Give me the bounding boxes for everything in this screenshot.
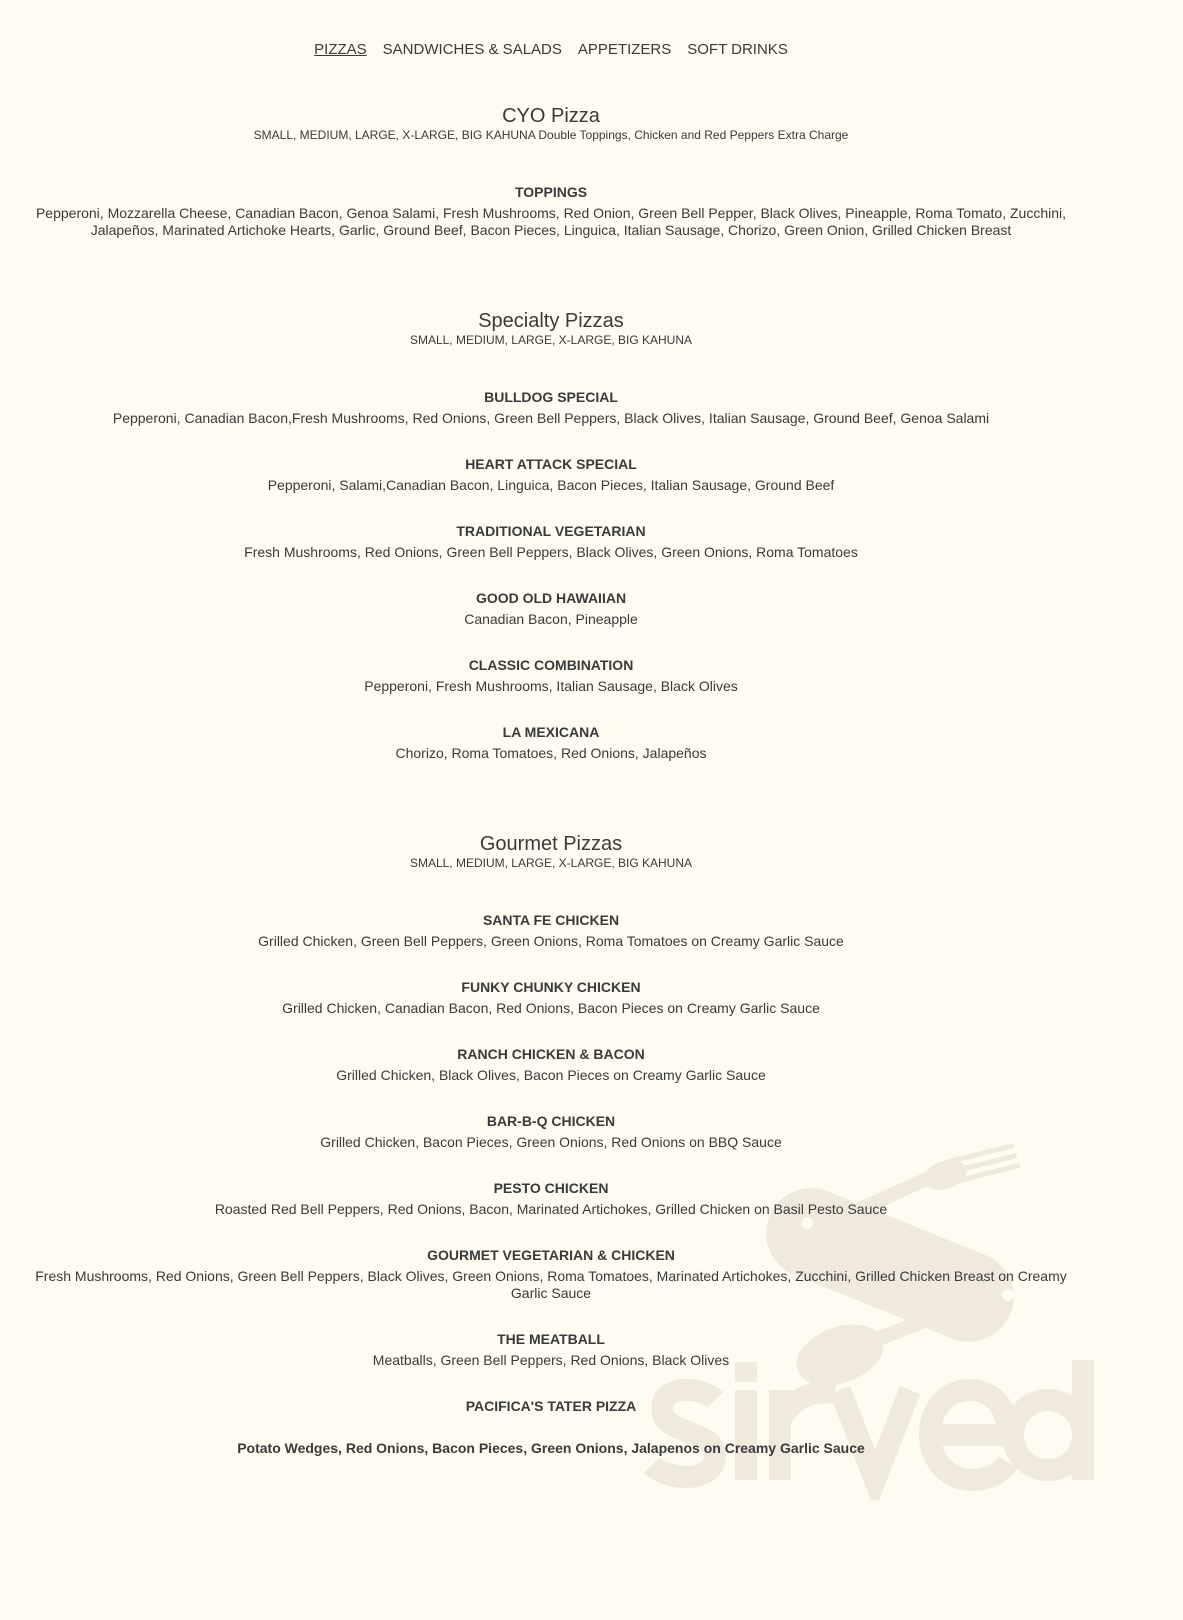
menu-section-cyo-pizza: [26, 104, 1076, 239]
menu-item-name: HEART ATTACK SPECIAL: [465, 456, 637, 472]
menu-item-description: Grilled Chicken, Green Bell Peppers, Green Onions, Roma Tomatoes on Creamy Garlic Sauce: [258, 933, 844, 949]
nav-tab-sandwiches-salads[interactable]: SANDWICHES & SALADS: [382, 41, 562, 58]
menu-item-name: SANTA FE CHICKEN: [482, 912, 620, 928]
menu-item: [26, 521, 1076, 561]
menu-item: [26, 977, 1076, 1017]
menu-item: [26, 182, 1076, 239]
menu-item-name: BAR-B-Q CHICKEN: [486, 1113, 616, 1129]
category-nav: [26, 40, 1076, 60]
menu-item-name: THE MEATBALL: [497, 1331, 605, 1347]
menu-item-description: Pepperoni, Fresh Mushrooms, Italian Sausage, Black Olives: [364, 678, 738, 694]
section-subtitle: SMALL, MEDIUM, LARGE, X-LARGE, BIG KAHUNA: [409, 856, 693, 870]
menu-section-gourmet-pizzas: [26, 832, 1076, 1457]
menu-item-description: Grilled Chicken, Bacon Pieces, Green Onions, Red Onions on BBQ Sauce: [320, 1134, 782, 1150]
menu-page: [26, 0, 1076, 1484]
menu-item-description: Chorizo, Roma Tomatoes, Red Onions, Jalapeños: [395, 745, 707, 761]
section-title: CYO Pizza: [502, 105, 600, 127]
menu-item-description: Fresh Mushrooms, Red Onions, Green Bell Peppers, Black Olives, Green Onions, Roma Tomatoes, Marinated Artichokes, Zucchini, Grilled Chicken Breast on Creamy Garlic Sauce: [35, 1268, 1067, 1301]
menu-item: [26, 1396, 1076, 1457]
menu-item: [26, 1178, 1076, 1218]
menu-item-name: PACIFICA'S TATER PIZZA: [465, 1398, 637, 1414]
menu-item: [26, 722, 1076, 762]
menu-item-description: Pepperoni, Salami,Canadian Bacon, Linguica, Bacon Pieces, Italian Sausage, Ground Beef: [267, 477, 835, 493]
menu-item-name: LA MEXICANA: [502, 724, 600, 740]
menu-item-name: BULLDOG SPECIAL: [484, 389, 618, 405]
menu-item-description: Grilled Chicken, Black Olives, Bacon Pieces on Creamy Garlic Sauce: [336, 1067, 766, 1083]
menu-section-specialty-pizzas: [26, 309, 1076, 762]
menu-item: [26, 1329, 1076, 1369]
menu-item: [26, 1111, 1076, 1151]
section-title: Specialty Pizzas: [478, 310, 624, 332]
menu-item-description: Roasted Red Bell Peppers, Red Onions, Bacon, Marinated Artichokes, Grilled Chicken on Basil Pesto Sauce: [214, 1201, 888, 1217]
menu-item-name: GOOD OLD HAWAIIAN: [475, 590, 627, 606]
menu-item-description: Grilled Chicken, Canadian Bacon, Red Onions, Bacon Pieces on Creamy Garlic Sauce: [282, 1000, 820, 1016]
menu-item-name: TOPPINGS: [514, 184, 588, 200]
menu-item-description: Pepperoni, Mozzarella Cheese, Canadian Bacon, Genoa Salami, Fresh Mushrooms, Red Onion, Green Bell Pepper, Black Olives, Pineapple, Roma Tomato, Zucchini, Jalapeños, Marinated Artichoke Hearts, Garlic, Ground Beef, Bacon Pieces, Linguica, Italian Sausage, Chorizo, Green Onion, Grilled Chicken Breast: [35, 205, 1067, 238]
menu-item-description: Canadian Bacon, Pineapple: [464, 611, 638, 627]
menu-item: [26, 387, 1076, 427]
menu-item-description: Fresh Mushrooms, Red Onions, Green Bell Peppers, Black Olives, Green Onions, Roma Tomatoes: [244, 544, 858, 560]
menu-item-description: Potato Wedges, Red Onions, Bacon Pieces, Green Onions, Jalapenos on Creamy Garlic Sauce: [237, 1440, 865, 1456]
menu-item: [26, 588, 1076, 628]
menu-item-name: CLASSIC COMBINATION: [468, 657, 634, 673]
nav-tab-soft-drinks[interactable]: SOFT DRINKS: [687, 41, 788, 58]
menu-item-description: Pepperoni, Canadian Bacon,Fresh Mushrooms, Red Onions, Green Bell Peppers, Black Olives, Italian Sausage, Ground Beef, Genoa Salami: [112, 410, 990, 426]
menu-item-description: Meatballs, Green Bell Peppers, Red Onions, Black Olives: [372, 1352, 730, 1368]
menu-item: [26, 454, 1076, 494]
section-subtitle: SMALL, MEDIUM, LARGE, X-LARGE, BIG KAHUNA Double Toppings, Chicken and Red Peppers Extra Charge: [253, 128, 849, 142]
menu-item-name: GOURMET VEGETARIAN & CHICKEN: [427, 1247, 675, 1263]
nav-tab-appetizers[interactable]: APPETIZERS: [577, 41, 672, 58]
menu-item: [26, 655, 1076, 695]
menu-item-name: TRADITIONAL VEGETARIAN: [456, 523, 646, 539]
menu-item: [26, 1245, 1076, 1302]
nav-tab-pizzas[interactable]: PIZZAS: [314, 41, 367, 58]
section-subtitle: SMALL, MEDIUM, LARGE, X-LARGE, BIG KAHUNA: [409, 333, 693, 347]
menu-item-name: FUNKY CHUNKY CHICKEN: [461, 979, 641, 995]
menu-item: [26, 1044, 1076, 1084]
menu-item-name: PESTO CHICKEN: [493, 1180, 609, 1196]
menu-item-name: RANCH CHICKEN & BACON: [457, 1046, 645, 1062]
section-title: Gourmet Pizzas: [479, 833, 623, 855]
menu-item: [26, 910, 1076, 950]
